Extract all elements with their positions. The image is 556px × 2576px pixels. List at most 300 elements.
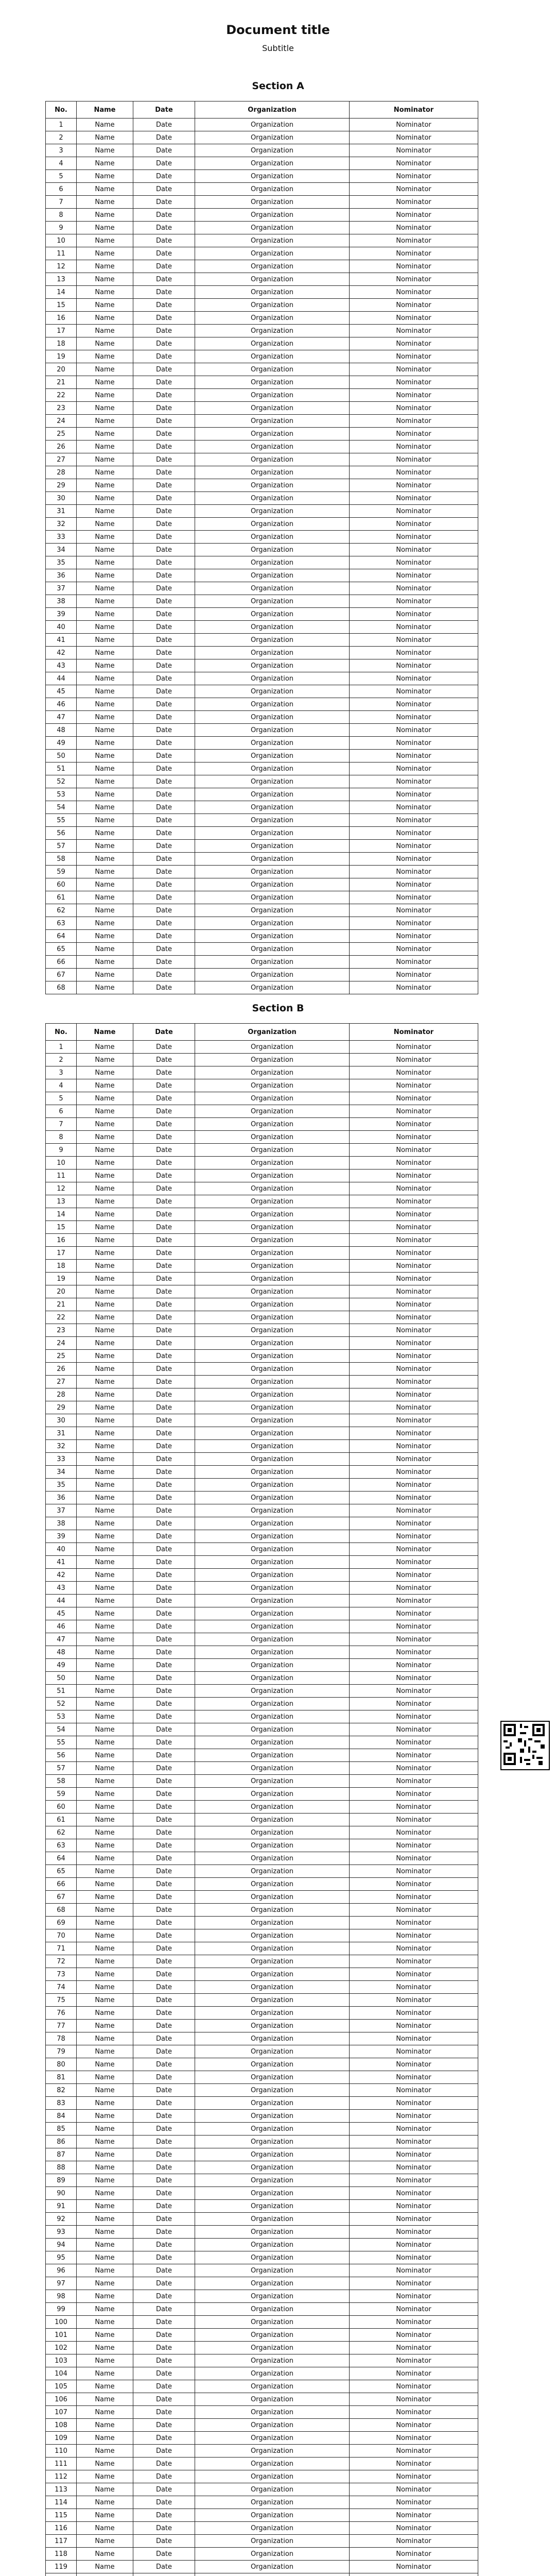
row-number: 119 xyxy=(46,2561,77,2573)
candidate-name: Name xyxy=(77,672,133,685)
table-row xyxy=(46,634,478,647)
candidate-name: Name xyxy=(77,1182,133,1195)
candidate-name: Name xyxy=(77,209,133,222)
table-row xyxy=(46,2470,478,2483)
candidate-name: Name xyxy=(77,1144,133,1157)
work-unit: Organization xyxy=(195,273,350,286)
table-row xyxy=(46,492,478,505)
candidate-name: Name xyxy=(77,2020,133,2032)
table-row xyxy=(46,2148,478,2161)
nominator: Nominator xyxy=(350,2432,478,2445)
birth-date: Date xyxy=(133,1517,195,1530)
nominator: Nominator xyxy=(350,2187,478,2200)
table-row xyxy=(46,1466,478,1479)
work-unit: Organization xyxy=(195,1942,350,1955)
table-row xyxy=(46,1195,478,1208)
table-row xyxy=(46,350,478,363)
candidate-name: Name xyxy=(77,750,133,762)
table-row xyxy=(46,1504,478,1517)
work-unit: Organization xyxy=(195,2548,350,2561)
birth-date: Date xyxy=(133,1620,195,1633)
nominator: Nominator xyxy=(350,1904,478,1917)
nominator: Nominator xyxy=(350,1234,478,1247)
work-unit: Organization xyxy=(195,2032,350,2045)
birth-date: Date xyxy=(133,1878,195,1891)
table-row xyxy=(46,299,478,312)
nominator: Nominator xyxy=(350,518,478,531)
birth-date: Date xyxy=(133,402,195,415)
candidate-name: Name xyxy=(77,1054,133,1066)
work-unit: Organization xyxy=(195,724,350,737)
birth-date: Date xyxy=(133,1479,195,1492)
candidate-name: Name xyxy=(77,1633,133,1646)
table-row xyxy=(46,2303,478,2316)
row-number: 102 xyxy=(46,2342,77,2354)
nominator: Nominator xyxy=(350,2071,478,2084)
row-number: 81 xyxy=(46,2071,77,2084)
candidate-name: Name xyxy=(77,1247,133,1260)
birth-date: Date xyxy=(133,350,195,363)
table-row xyxy=(46,1543,478,1556)
birth-date: Date xyxy=(133,131,195,144)
work-unit: Organization xyxy=(195,621,350,634)
row-number: 27 xyxy=(46,1376,77,1388)
nominator: Nominator xyxy=(350,1543,478,1556)
table-row xyxy=(46,659,478,672)
row-number: 4 xyxy=(46,1079,77,1092)
nominator: Nominator xyxy=(350,363,478,376)
work-unit: Organization xyxy=(195,1582,350,1595)
table-row xyxy=(46,1247,478,1260)
work-unit: Organization xyxy=(195,1118,350,1131)
work-unit: Organization xyxy=(195,866,350,878)
candidate-name: Name xyxy=(77,1221,133,1234)
row-number: 88 xyxy=(46,2161,77,2174)
birth-date: Date xyxy=(133,183,195,196)
birth-date: Date xyxy=(133,2213,195,2226)
nominator: Nominator xyxy=(350,2483,478,2496)
row-number: 64 xyxy=(46,930,77,943)
candidate-name: Name xyxy=(77,1401,133,1414)
nominator: Nominator xyxy=(350,505,478,518)
birth-date: Date xyxy=(133,672,195,685)
nominator: Nominator xyxy=(350,2226,478,2239)
row-number: 18 xyxy=(46,1260,77,1273)
work-unit: Organization xyxy=(195,1929,350,1942)
table-row xyxy=(46,685,478,698)
candidate-name: Name xyxy=(77,2393,133,2406)
birth-date: Date xyxy=(133,969,195,981)
row-number: 5 xyxy=(46,170,77,183)
candidate-name: Name xyxy=(77,2329,133,2342)
birth-date: Date xyxy=(133,299,195,312)
birth-date: Date xyxy=(133,685,195,698)
candidate-name: Name xyxy=(77,1298,133,1311)
table-row xyxy=(46,2561,478,2573)
birth-date: Date xyxy=(133,2561,195,2573)
table-row xyxy=(46,1144,478,1157)
birth-date: Date xyxy=(133,2483,195,2496)
candidate-name: Name xyxy=(77,1685,133,1698)
row-number: 118 xyxy=(46,2548,77,2561)
candidate-name: Name xyxy=(77,2110,133,2123)
candidate-name: Name xyxy=(77,1659,133,1672)
row-number: 10 xyxy=(46,1157,77,1170)
candidate-name: Name xyxy=(77,1427,133,1440)
birth-date: Date xyxy=(133,2045,195,2058)
row-number: 101 xyxy=(46,2329,77,2342)
candidate-name: Name xyxy=(77,556,133,569)
row-number: 26 xyxy=(46,1363,77,1376)
candidate-name: Name xyxy=(77,930,133,943)
table-row xyxy=(46,1131,478,1144)
nominator: Nominator xyxy=(350,1878,478,1891)
row-number: 71 xyxy=(46,1942,77,1955)
candidate-name: Name xyxy=(77,1607,133,1620)
birth-date: Date xyxy=(133,196,195,209)
candidate-name: Name xyxy=(77,917,133,930)
work-unit: Organization xyxy=(195,1672,350,1685)
birth-date: Date xyxy=(133,2239,195,2251)
nominator: Nominator xyxy=(350,2329,478,2342)
row-number: 23 xyxy=(46,1324,77,1337)
candidate-name: Name xyxy=(77,544,133,556)
work-unit: Organization xyxy=(195,376,350,389)
roster-table xyxy=(45,101,478,994)
candidate-name: Name xyxy=(77,1324,133,1337)
nominator: Nominator xyxy=(350,2367,478,2380)
table-row xyxy=(46,544,478,556)
table-row xyxy=(46,762,478,775)
birth-date: Date xyxy=(133,775,195,788)
work-unit: Organization xyxy=(195,1170,350,1182)
nominator: Nominator xyxy=(350,2123,478,2136)
birth-date: Date xyxy=(133,1105,195,1118)
birth-date: Date xyxy=(133,337,195,350)
nominator: Nominator xyxy=(350,1891,478,1904)
candidate-name: Name xyxy=(77,1517,133,1530)
birth-date: Date xyxy=(133,2535,195,2548)
row-number: 47 xyxy=(46,711,77,724)
nominator: Nominator xyxy=(350,582,478,595)
nominator: Nominator xyxy=(350,531,478,544)
nominator: Nominator xyxy=(350,2148,478,2161)
work-unit: Organization xyxy=(195,1801,350,1814)
candidate-name: Name xyxy=(77,1543,133,1556)
birth-date: Date xyxy=(133,440,195,453)
table-row xyxy=(46,1414,478,1427)
column-header: No. xyxy=(46,1024,77,1041)
nominator: Nominator xyxy=(350,2058,478,2071)
work-unit: Organization xyxy=(195,2367,350,2380)
birth-date: Date xyxy=(133,518,195,531)
birth-date: Date xyxy=(133,1685,195,1698)
work-unit: Organization xyxy=(195,1388,350,1401)
row-number: 45 xyxy=(46,685,77,698)
work-unit: Organization xyxy=(195,2354,350,2367)
birth-date: Date xyxy=(133,1247,195,1260)
work-unit: Organization xyxy=(195,1775,350,1788)
birth-date: Date xyxy=(133,1775,195,1788)
birth-date: Date xyxy=(133,234,195,247)
candidate-name: Name xyxy=(77,312,133,325)
table-row xyxy=(46,2058,478,2071)
candidate-name: Name xyxy=(77,1904,133,1917)
table-row xyxy=(46,1710,478,1723)
birth-date: Date xyxy=(133,981,195,994)
work-unit: Organization xyxy=(195,2496,350,2509)
nominator: Nominator xyxy=(350,866,478,878)
candidate-name: Name xyxy=(77,698,133,711)
nominator: Nominator xyxy=(350,2303,478,2316)
candidate-name: Name xyxy=(77,724,133,737)
work-unit: Organization xyxy=(195,1762,350,1775)
nominator: Nominator xyxy=(350,2161,478,2174)
table-row xyxy=(46,2020,478,2032)
birth-date: Date xyxy=(133,1801,195,1814)
candidate-name: Name xyxy=(77,1479,133,1492)
row-number: 117 xyxy=(46,2535,77,2548)
row-number: 90 xyxy=(46,2187,77,2200)
birth-date: Date xyxy=(133,1942,195,1955)
candidate-name: Name xyxy=(77,1350,133,1363)
table-row xyxy=(46,440,478,453)
candidate-name: Name xyxy=(77,878,133,891)
work-unit: Organization xyxy=(195,1749,350,1762)
birth-date: Date xyxy=(133,1839,195,1852)
work-unit: Organization xyxy=(195,2509,350,2522)
row-number: 39 xyxy=(46,608,77,621)
row-number: 83 xyxy=(46,2097,77,2110)
nominator: Nominator xyxy=(350,1942,478,1955)
table-row xyxy=(46,1749,478,1762)
nominator: Nominator xyxy=(350,2419,478,2432)
table-row xyxy=(46,2110,478,2123)
birth-date: Date xyxy=(133,1298,195,1311)
table-row xyxy=(46,1659,478,1672)
candidate-name: Name xyxy=(77,479,133,492)
nominator: Nominator xyxy=(350,209,478,222)
work-unit: Organization xyxy=(195,1337,350,1350)
work-unit: Organization xyxy=(195,1569,350,1582)
work-unit: Organization xyxy=(195,505,350,518)
column-header: Date xyxy=(133,101,195,118)
birth-date: Date xyxy=(133,1710,195,1723)
work-unit: Organization xyxy=(195,2419,350,2432)
birth-date: Date xyxy=(133,1401,195,1414)
nominator: Nominator xyxy=(350,2032,478,2045)
table-row xyxy=(46,1775,478,1788)
candidate-name: Name xyxy=(77,1917,133,1929)
work-unit: Organization xyxy=(195,1247,350,1260)
nominator: Nominator xyxy=(350,440,478,453)
row-number: 6 xyxy=(46,183,77,196)
row-number: 30 xyxy=(46,492,77,505)
row-number: 12 xyxy=(46,260,77,273)
work-unit: Organization xyxy=(195,853,350,866)
table-row xyxy=(46,608,478,621)
birth-date: Date xyxy=(133,2342,195,2354)
row-number: 59 xyxy=(46,866,77,878)
nominator: Nominator xyxy=(350,750,478,762)
birth-date: Date xyxy=(133,2187,195,2200)
table-row xyxy=(46,260,478,273)
table-row xyxy=(46,1556,478,1569)
nominator: Nominator xyxy=(350,234,478,247)
table-row xyxy=(46,1079,478,1092)
candidate-name: Name xyxy=(77,2548,133,2561)
birth-date: Date xyxy=(133,1698,195,1710)
work-unit: Organization xyxy=(195,685,350,698)
candidate-name: Name xyxy=(77,2045,133,2058)
work-unit: Organization xyxy=(195,737,350,750)
table-row xyxy=(46,917,478,930)
candidate-name: Name xyxy=(77,685,133,698)
work-unit: Organization xyxy=(195,672,350,685)
table-row xyxy=(46,286,478,299)
table-row xyxy=(46,724,478,737)
candidate-name: Name xyxy=(77,2432,133,2445)
row-number: 42 xyxy=(46,647,77,659)
candidate-name: Name xyxy=(77,1273,133,1285)
row-number: 11 xyxy=(46,1170,77,1182)
table-row xyxy=(46,1595,478,1607)
row-number: 107 xyxy=(46,2406,77,2419)
birth-date: Date xyxy=(133,2020,195,2032)
birth-date: Date xyxy=(133,1607,195,1620)
nominator: Nominator xyxy=(350,891,478,904)
work-unit: Organization xyxy=(195,1917,350,1929)
row-number: 97 xyxy=(46,2277,77,2290)
nominator: Nominator xyxy=(350,2097,478,2110)
row-number: 53 xyxy=(46,1710,77,1723)
column-header: Name xyxy=(77,1024,133,1041)
row-number: 34 xyxy=(46,1466,77,1479)
work-unit: Organization xyxy=(195,1955,350,1968)
work-unit: Organization xyxy=(195,1904,350,1917)
nominator: Nominator xyxy=(350,1762,478,1775)
table-row xyxy=(46,1376,478,1388)
work-unit xyxy=(195,2573,350,2576)
candidate-name: Name xyxy=(77,2367,133,2380)
row-number: 73 xyxy=(46,1968,77,1981)
nominator: Nominator xyxy=(350,2470,478,2483)
candidate-name: Name xyxy=(77,2277,133,2290)
nominator: Nominator xyxy=(350,1041,478,1054)
row-number: 3 xyxy=(46,1066,77,1079)
nominator: Nominator xyxy=(350,1157,478,1170)
work-unit: Organization xyxy=(195,943,350,956)
nominator: Nominator xyxy=(350,1479,478,1492)
nominator: Nominator xyxy=(350,724,478,737)
nominator: Nominator xyxy=(350,1170,478,1182)
candidate-name: Name xyxy=(77,1504,133,1517)
candidate-name: Name xyxy=(77,1157,133,1170)
row-number: 116 xyxy=(46,2522,77,2535)
work-unit: Organization xyxy=(195,1427,350,1440)
table-row xyxy=(46,801,478,814)
row-number: 14 xyxy=(46,286,77,299)
work-unit: Organization xyxy=(195,904,350,917)
table-row xyxy=(46,1337,478,1350)
nominator: Nominator xyxy=(350,775,478,788)
birth-date: Date xyxy=(133,1530,195,1543)
nominator: Nominator xyxy=(350,634,478,647)
row-number: 93 xyxy=(46,2226,77,2239)
nominator: Nominator xyxy=(350,1066,478,1079)
work-unit: Organization xyxy=(195,2161,350,2174)
work-unit: Organization xyxy=(195,634,350,647)
birth-date: Date xyxy=(133,2290,195,2303)
work-unit: Organization xyxy=(195,1479,350,1492)
birth-date: Date xyxy=(133,389,195,402)
table-row xyxy=(46,1736,478,1749)
table-row xyxy=(46,325,478,337)
candidate-name: Name xyxy=(77,2483,133,2496)
row-number: 38 xyxy=(46,595,77,608)
table-row xyxy=(46,1324,478,1337)
row-number: 2 xyxy=(46,1054,77,1066)
birth-date: Date xyxy=(133,1582,195,1595)
work-unit: Organization xyxy=(195,1530,350,1543)
work-unit: Organization xyxy=(195,2084,350,2097)
work-unit: Organization xyxy=(195,1852,350,1865)
candidate-name: Name xyxy=(77,1839,133,1852)
row-number: 9 xyxy=(46,222,77,234)
birth-date: Date xyxy=(133,1814,195,1826)
nominator: Nominator xyxy=(350,1955,478,1968)
birth-date: Date xyxy=(133,1350,195,1363)
birth-date: Date xyxy=(133,840,195,853)
birth-date: Date xyxy=(133,1376,195,1388)
row-number: 22 xyxy=(46,1311,77,1324)
table-row xyxy=(46,2251,478,2264)
birth-date: Date xyxy=(133,325,195,337)
row-number: 54 xyxy=(46,1723,77,1736)
row-number: 113 xyxy=(46,2483,77,2496)
nominator: Nominator xyxy=(350,1427,478,1440)
work-unit: Organization xyxy=(195,2123,350,2136)
birth-date: Date xyxy=(133,118,195,131)
row-number: 31 xyxy=(46,1427,77,1440)
candidate-name: Name xyxy=(77,2071,133,2084)
row-number: 60 xyxy=(46,878,77,891)
column-header: Organization xyxy=(195,101,350,118)
row-number: 16 xyxy=(46,312,77,325)
birth-date: Date xyxy=(133,1170,195,1182)
birth-date: Date xyxy=(133,376,195,389)
column-header: No. xyxy=(46,101,77,118)
nominator: Nominator xyxy=(350,415,478,428)
table-row xyxy=(46,1826,478,1839)
nominator: Nominator xyxy=(350,1453,478,1466)
birth-date: Date xyxy=(133,157,195,170)
candidate-name: Name xyxy=(77,762,133,775)
candidate-name: Name xyxy=(77,2007,133,2020)
row-number: 22 xyxy=(46,389,77,402)
row-number: 41 xyxy=(46,634,77,647)
work-unit: Organization xyxy=(195,556,350,569)
birth-date: Date xyxy=(133,814,195,827)
work-unit: Organization xyxy=(195,1698,350,1710)
birth-date: Date xyxy=(133,260,195,273)
work-unit: Organization xyxy=(195,531,350,544)
nominator: Nominator xyxy=(350,1298,478,1311)
table-row xyxy=(46,2161,478,2174)
row-number: 96 xyxy=(46,2264,77,2277)
birth-date: Date xyxy=(133,2380,195,2393)
row-number: 32 xyxy=(46,1440,77,1453)
